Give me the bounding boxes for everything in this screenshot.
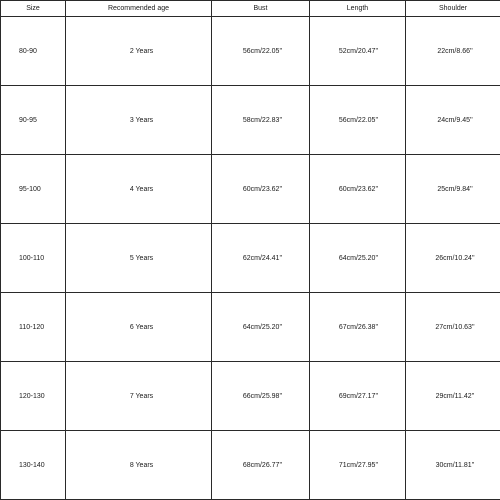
cell-bust: 56cm/22.05'' (212, 17, 310, 86)
table-row (1, 362, 500, 431)
table-row (1, 224, 500, 293)
header-bust: Bust (212, 1, 310, 17)
table-row (1, 431, 500, 500)
cell-bust: 64cm/25.20'' (212, 293, 310, 362)
cell-bust: 62cm/24.41'' (212, 224, 310, 293)
header-recommended-age: Recommended age (66, 1, 212, 17)
cell-length: 71cm/27.95'' (310, 431, 406, 500)
table-body (1, 17, 500, 500)
cell-size: 120-130 (1, 362, 66, 431)
cell-recommended-age: 8 Years (66, 431, 212, 500)
table-row (1, 17, 500, 86)
cell-recommended-age: 7 Years (66, 362, 212, 431)
cell-recommended-age: 5 Years (66, 224, 212, 293)
cell-length: 69cm/27.17'' (310, 362, 406, 431)
cell-bust: 60cm/23.62'' (212, 155, 310, 224)
cell-bust: 68cm/26.77'' (212, 431, 310, 500)
table-row (1, 86, 500, 155)
cell-length: 60cm/23.62'' (310, 155, 406, 224)
cell-shoulder: 30cm/11.81'' (406, 431, 500, 500)
cell-length: 67cm/26.38'' (310, 293, 406, 362)
cell-shoulder: 24cm/9.45'' (406, 86, 500, 155)
cell-size: 80-90 (1, 17, 66, 86)
header-length: Length (310, 1, 406, 17)
table-row (1, 155, 500, 224)
cell-bust: 58cm/22.83'' (212, 86, 310, 155)
cell-recommended-age: 4 Years (66, 155, 212, 224)
cell-size: 100-110 (1, 224, 66, 293)
cell-shoulder: 26cm/10.24'' (406, 224, 500, 293)
header-size: Size (1, 1, 66, 17)
header-shoulder: Shoulder (406, 1, 500, 17)
cell-recommended-age: 2 Years (66, 17, 212, 86)
table-header (1, 1, 500, 17)
cell-shoulder: 22cm/8.66'' (406, 17, 500, 86)
cell-shoulder: 25cm/9.84'' (406, 155, 500, 224)
cell-size: 90-95 (1, 86, 66, 155)
cell-size: 95-100 (1, 155, 66, 224)
cell-shoulder: 29cm/11.42'' (406, 362, 500, 431)
cell-length: 64cm/25.20'' (310, 224, 406, 293)
cell-length: 56cm/22.05'' (310, 86, 406, 155)
header-row (1, 1, 500, 17)
cell-bust: 66cm/25.98'' (212, 362, 310, 431)
cell-shoulder: 27cm/10.63'' (406, 293, 500, 362)
cell-size: 110-120 (1, 293, 66, 362)
cell-length: 52cm/20.47'' (310, 17, 406, 86)
cell-recommended-age: 3 Years (66, 86, 212, 155)
table-row (1, 293, 500, 362)
cell-recommended-age: 6 Years (66, 293, 212, 362)
cell-size: 130-140 (1, 431, 66, 500)
